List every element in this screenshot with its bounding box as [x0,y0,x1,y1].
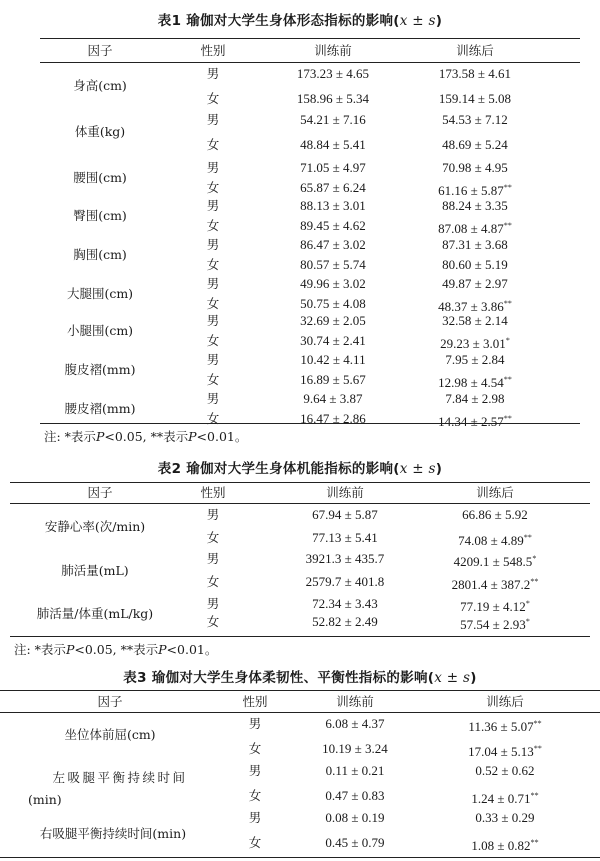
value-pre: 88.13 ± 3.01 [300,198,366,213]
value-pre: 71.05 ± 4.97 [300,160,366,175]
table2-header-sex: 性别 [200,485,226,500]
value-post: 49.87 ± 2.97 [442,276,508,291]
note-text: 注: *表示 [14,642,66,657]
note-p: P [65,642,75,657]
value-post: 74.08 ± 4.89** [458,533,532,548]
note-p: P [188,429,197,444]
table2-caption [0,457,600,477]
table1-header-rule [40,62,580,63]
sex-male: 男 [248,716,262,731]
table3-caption-symbol: x ± s [434,670,471,686]
value-post: 173.58 ± 4.61 [438,66,512,81]
value-post: 12.98 ± 4.54** [438,375,512,390]
significance-mark: ** [503,183,512,192]
sex-female: 女 [206,296,220,311]
table3-header-rule [0,712,600,713]
table3-top-rule [0,690,600,691]
sex-female: 女 [248,788,262,803]
sex-male: 男 [206,391,220,406]
value-pre: 3921.3 ± 435.7 [305,551,385,566]
table1-header-pre: 训练前 [314,43,352,58]
table3-header-post: 训练后 [486,694,524,709]
value-post: 159.14 ± 5.08 [438,91,512,106]
value-pre: 72.34 ± 3.43 [312,596,378,611]
sex-female: 女 [206,530,220,545]
value-pre: 30.74 ± 2.41 [300,333,366,348]
value-post: 80.60 ± 5.19 [442,257,508,272]
note-text: <0.01。 [196,429,248,444]
value-pre: 65.87 ± 6.24 [300,180,366,195]
significance-mark: * [532,554,537,563]
table2-header-pre: 训练前 [326,485,364,500]
table2-caption-text: 表2 瑜伽对大学生身体机能指标的影响( [157,461,400,477]
value-pre: 10.42 ± 4.11 [300,352,366,367]
value-pre: 2579.7 ± 401.8 [305,574,385,589]
value-pre: 48.84 ± 5.41 [300,137,366,152]
note-p: P [158,642,167,657]
sex-female: 女 [248,741,262,756]
sex-female: 女 [206,180,220,195]
sex-female: 女 [206,574,220,589]
table2-header-rule [10,503,590,504]
factor-label: 腰皮褶(mm) [64,401,136,416]
table1-note [44,427,247,445]
value-post: 66.86 ± 5.92 [462,507,528,522]
table2-note [14,640,217,658]
note-text: <0.01。 [166,642,218,657]
value-pre: 0.11 ± 0.21 [325,763,385,778]
table1-bottom-rule [40,423,580,424]
value-post: 32.58 ± 2.14 [442,313,508,328]
factor-label: 小腿围(cm) [66,323,134,338]
sex-male: 男 [206,237,220,252]
factor-label: 身高(cm) [73,78,127,93]
significance-mark: ** [503,299,512,308]
significance-mark: ** [530,577,539,586]
factor-label: 臀围(cm) [73,208,127,223]
value-post: 7.84 ± 2.98 [445,391,505,406]
sex-male: 男 [248,810,262,825]
sex-female: 女 [206,333,220,348]
table3-factor-left-balance-unit: (min) [28,792,62,807]
table3-factor-left-balance: 左吸腿平衡持续时间 [52,770,188,785]
table3-factor-right-balance: 右吸腿平衡持续时间(min) [39,826,187,841]
value-pre: 16.47 ± 2.86 [300,411,366,426]
table1-caption [0,9,600,29]
value-pre: 80.57 ± 5.74 [300,257,366,272]
value-post: 4209.1 ± 548.5* [453,554,537,569]
factor-label: 体重(kg) [74,124,126,139]
sex-male: 男 [206,313,220,328]
value-post: 14.34 ± 2.57** [438,414,512,429]
table2-header-factor: 因子 [87,485,113,500]
value-pre: 86.47 ± 3.02 [300,237,366,252]
value-pre: 0.45 ± 0.79 [325,835,385,850]
value-post: 54.53 ± 7.12 [442,112,508,127]
value-post: 17.04 ± 5.13** [468,744,542,759]
table1-caption-text: 表1 瑜伽对大学生身体形态指标的影响( [157,13,400,29]
sex-male: 男 [248,763,262,778]
factor-label: 腰围(cm) [73,170,127,185]
factor-label: 肺活量(mL) [61,562,129,578]
value-pre: 0.47 ± 0.83 [325,788,385,803]
significance-mark: ** [533,744,542,753]
sex-male: 男 [206,160,220,175]
table3-header-pre: 训练前 [336,694,374,709]
value-pre: 6.08 ± 4.37 [325,716,385,731]
value-pre: 158.96 ± 5.34 [296,91,370,106]
value-post: 70.98 ± 4.95 [442,160,508,175]
value-pre: 9.64 ± 3.87 [303,391,363,406]
sex-male: 男 [206,66,220,81]
table3-header-sex: 性别 [242,694,268,709]
factor-label: 肺活量/体重(mL/kg) [36,605,154,621]
value-pre: 89.45 ± 4.62 [300,218,366,233]
value-post: 77.19 ± 4.12* [460,599,530,614]
table3-caption [0,666,600,686]
table2-caption-close: ) [435,461,443,477]
value-pre: 0.08 ± 0.19 [325,810,385,825]
value-post: 29.23 ± 3.01* [440,336,510,351]
note-p: P [95,429,105,444]
sex-female: 女 [206,411,220,426]
table2-top-rule [10,482,590,483]
factor-label: 大腿围(cm) [66,286,134,301]
sex-female: 女 [206,257,220,272]
value-pre: 52.82 ± 2.49 [312,614,378,629]
sex-male: 男 [206,198,220,213]
value-post: 57.54 ± 2.93* [460,617,530,632]
table2-bottom-rule [10,636,590,637]
value-pre: 10.19 ± 3.24 [322,741,388,756]
value-post: 2801.4 ± 387.2** [451,577,539,592]
sex-male: 男 [206,352,220,367]
sex-male: 男 [206,596,220,611]
note-text: 注: *表示 [44,429,96,444]
value-post: 7.95 ± 2.84 [445,352,505,367]
sex-female: 女 [206,91,220,106]
table3-header-factor: 因子 [97,694,123,709]
value-pre: 16.89 ± 5.67 [300,372,366,387]
value-pre: 67.94 ± 5.87 [312,507,378,522]
table3-bottom-rule [0,857,600,858]
value-post: 61.16 ± 5.87** [438,183,512,198]
value-pre: 54.21 ± 7.16 [300,112,366,127]
table1-caption-symbol: x ± s [399,13,436,29]
value-post: 48.37 ± 3.86** [438,299,512,314]
table1-header-factor: 因子 [87,43,113,58]
value-pre: 50.75 ± 4.08 [300,296,366,311]
sex-female: 女 [206,372,220,387]
significance-mark: ** [503,414,512,423]
sex-male: 男 [206,551,220,566]
significance-mark: * [505,336,510,345]
sex-female: 女 [206,137,220,152]
note-text: <0.05, **表示 [74,642,159,657]
value-post: 88.24 ± 3.35 [442,198,508,213]
factor-label: 安静心率(次/min) [44,518,146,534]
value-post: 1.24 ± 0.71** [471,791,539,806]
value-pre: 49.96 ± 3.02 [300,276,366,291]
value-pre: 173.23 ± 4.65 [296,66,370,81]
sex-male: 男 [206,276,220,291]
value-pre: 32.69 ± 2.05 [300,313,366,328]
table1-caption-close: ) [435,13,443,29]
table2-caption-symbol: x ± s [399,461,436,477]
value-post: 1.08 ± 0.82** [471,838,539,853]
table3-factor-sit-reach: 坐位体前屈(cm) [64,727,156,742]
factor-label: 胸围(cm) [73,247,127,262]
sex-male: 男 [206,112,220,127]
sex-female: 女 [206,614,220,629]
value-pre: 77.13 ± 5.41 [312,530,378,545]
value-post: 87.08 ± 4.87** [438,221,512,236]
significance-mark: * [525,617,530,626]
value-post: 48.69 ± 5.24 [442,137,508,152]
significance-mark: ** [503,375,512,384]
factor-label: 腹皮褶(mm) [64,362,136,377]
value-post: 87.31 ± 3.68 [442,237,508,252]
significance-mark: ** [523,533,532,542]
significance-mark: ** [503,221,512,230]
sex-female: 女 [206,218,220,233]
table3-caption-close: ) [470,670,477,686]
table1-header-post: 训练后 [456,43,494,58]
value-post: 0.33 ± 0.29 [475,810,535,825]
significance-mark: ** [530,791,539,800]
value-post: 0.52 ± 0.62 [475,763,535,778]
table3-caption-text: 表3 瑜伽对大学生身体柔韧性、平衡性指标的影响( [123,670,435,686]
sex-male: 男 [206,507,220,522]
note-text: <0.05, **表示 [104,429,189,444]
sex-female: 女 [248,835,262,850]
table2-header-post: 训练后 [476,485,514,500]
value-post: 11.36 ± 5.07** [468,719,542,734]
significance-mark: ** [530,838,539,847]
table1-top-rule [40,38,580,39]
significance-mark: ** [533,719,542,728]
significance-mark: * [525,599,530,608]
table1-header-sex: 性别 [200,43,226,58]
